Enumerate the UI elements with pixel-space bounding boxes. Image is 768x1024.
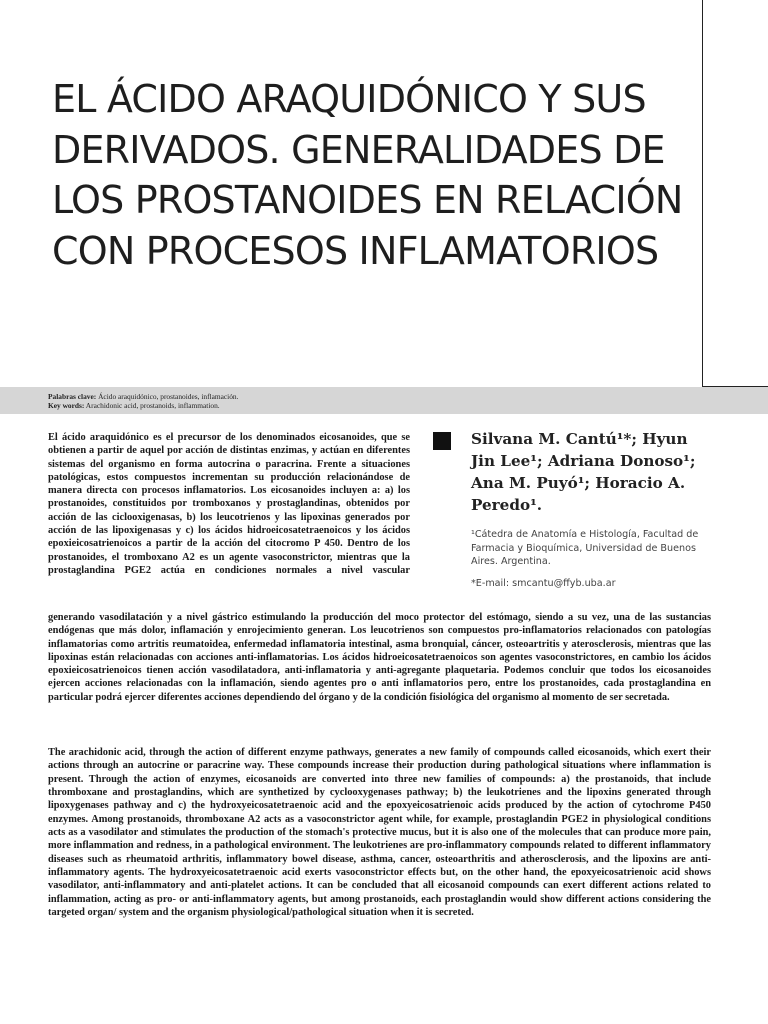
keywords-spanish-value: Ácido araquidónico, prostanoides, inflamación. — [98, 392, 239, 401]
keywords-spanish — [48, 392, 238, 401]
keywords-english-value: Arachidonic acid, prostanoids, inflammation. — [85, 401, 220, 410]
author-list: Silvana M. Cantú¹*; Hyun Jin Lee¹; Adriana Donoso¹; Ana M. Puyó¹; Horacio A. Peredo¹. — [471, 430, 696, 514]
section-marker-square — [433, 432, 451, 450]
abstract-spanish-column: El ácido araquidónico es el precursor de los denominados eicosanoides, que se obtienen a partir de aquel por acción de distintas enzimas, y actúan en diferentes sistemas del organismo en forma autocrina o paracrina. Frente a situaciones patológicas, estos compuestos incrementan su producción relacionándose de manera directa con procesos inflamatorios. Los eicosanoides incluyen a: a) los prostanoides, constituidos por tromboxanos y prostaglandinas, obtenidos por acción de las ciclooxigenasas, b) los leucotrienos y las lipoxinas generados por acción de las lipoxigenasas y c) los ácidos hidroeicosatetraenoicos y los ácidos epoxieicosatrienoicos a partir de la acción del citocromo P 450. Dentro de los prostanoides, el tromboxano A2 es un agente vasoconstrictor, mientras que la prostaglandina PGE2 actúa en condiciones normales a nivel vascular — [48, 432, 410, 576]
author-email: *E-mail: smcantu@ffyb.uba.ar — [471, 578, 616, 589]
abstract-english: The arachidonic acid, through the action of different enzyme pathways, generates a new family of compounds called eicosanoids, which exert their actions through an autocrine or paracrine way. These compounds increase their production during pathological situations where inflammation is present. Through the action of enzymes, eicosanoids are converted into three new families of compounds: a) the prostanoids, that include thromboxane and prostaglandins, which are synthetized by cyclooxygenases pathway; b) the leukotrienes and the lipoxins generated through lipoxygenases pathway and c) the hydroxyeicosatetraenoic acid and the epoxyeicosatrienoic acids produced by the action of cytochrome P450 enzymes. Among prostanoids, thromboxane A2 acts as a vasoconstrictor agent while, for example, prostaglandin PGE2 in physiological conditions acts as a vasodilator and stimulates the production of the stomach's protective mucus, but it is also one of the molecules that can produce more pain, more inflammation and redness, in a pathological environment. The leukotrienes are pro-inflammatory compounds related to different inflammatory diseases such as rheumatoid arthritis, inflammatory bowel disease, asthma, cancer, osteoarthritis and atherosclerosis, and the lipoxins are anti-inflammatory agents. The hydroxyeicosatetraenoic acid exerts vasoconstrictor effects but, on the other hand, the epoxyeicosatrienoic acid shows vasodilator, anti-inflammatory and anti-platelet actions. It can be concluded that all eicosanoid compounds can exert different actions related to inflammation, acting as pro- or anti-inflammatory agents, but among prostanoids, each prostaglandin would show different actions considering the targeted organ/ system and the organism physiological/pathological situation when it is secreted. — [48, 747, 711, 919]
keywords-english — [48, 401, 220, 410]
keywords-spanish-label: Palabras clave: — [48, 392, 97, 401]
keywords-english-label: Key words: — [48, 401, 85, 410]
article-title: EL ÁCIDO ARAQUIDÓNICO Y SUS DERIVADOS. GENERALIDADES DE LOS PROSTANOIDES EN RELACIÓN CON PROCESOS INFLAMATORIOS — [52, 77, 683, 273]
abstract-spanish-continued: generando vasodilatación y a nivel gástrico estimulando la producción del moco protector del estómago, siendo a su vez, una de las sustancias endógenas que más dolor, inflamación y enrojecimiento generan. Los leucotrienos son compuestos pro-inflamatorios relacionados con patologías inflamatorias como artritis reumatoidea, enfermedad inflamatoria intestinal, asma bronquial, cáncer, osteoartritis y aterosclerosis, mientras que las lipoxinas están relacionadas con acciones anti-inflamatorias. Los ácidos hidroeicosatetraenoicos son agentes vasoconstrictores, en cambio los ácidos epoxieicosatrienoicos tienen acción vasodilatadora, anti-inflamatoria y anti-agregante plaquetaria. Podemos concluir que todos los eicosanoides ejercen acciones relacionadas con la inflamación, siendo agentes pro o anti inflamatorios pero, entre los prostanoides, cada prostaglandina en particular podrá ejercer diferentes acciones dependiendo del órgano y de la condición fisiológica del organismo al momento de ser secretada. — [48, 612, 711, 703]
page-vertical-rule — [702, 0, 703, 387]
author-affiliation: ¹Cátedra de Anatomía e Histología, Facultad de Farmacia y Bioquímica, Universidad de Buenos Aires. Argentina. — [471, 529, 699, 567]
